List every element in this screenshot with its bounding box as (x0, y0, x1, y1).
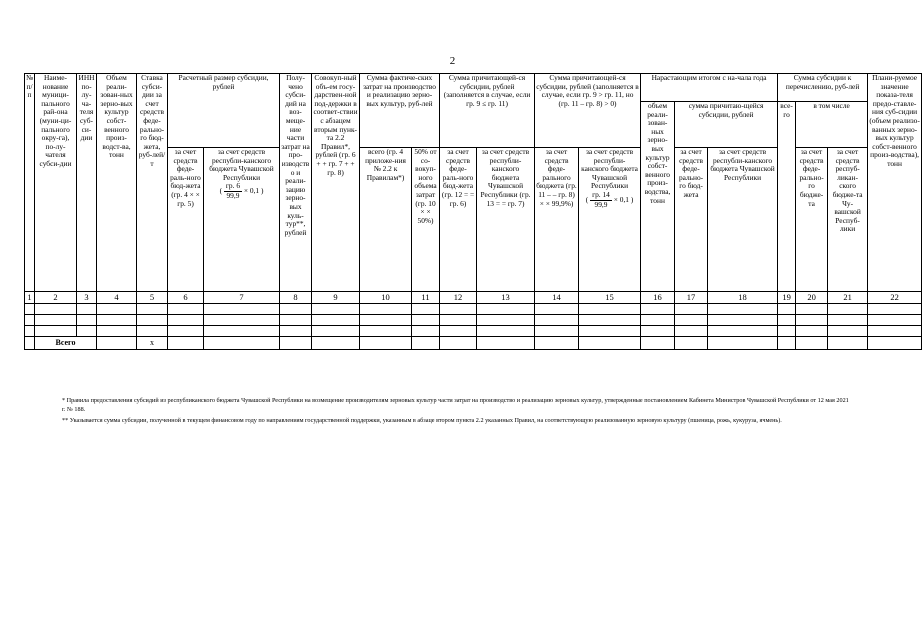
column-number: 9 (312, 292, 360, 304)
header-col-18: за счет средств республи-канского бюджета Чувашской Республики (708, 148, 778, 292)
header-col-10: всего (гр. 4 приложе-ния № 2.2 к Правилам*) (360, 148, 412, 292)
header-col-22: Плани-руемое значение показа-теля предо-ставле-ния суб-сидии (объем реализо-ванных зерно-вых культур собст-венного произ-водства), тонн (868, 74, 922, 292)
header-group-14-15: Сумма причитающей-ся субсидии, рублей (заполняется в случае, если гр. 9 > гр. 11, но (гр. 11 – гр. 8) > 0) (535, 74, 641, 148)
header-col-17: за счет средств феде-рально-го бюд-жета (675, 148, 708, 292)
column-number: 5 (137, 292, 168, 304)
column-number: 21 (828, 292, 868, 304)
table-row (25, 304, 922, 315)
column-number: 7 (204, 292, 280, 304)
header-group-12-13: Сумма причитающей-ся субсидии, рублей (заполняется в случае, если гр. 9 ≤ гр. 11) (440, 74, 535, 148)
column-number: 15 (579, 292, 641, 304)
column-number: 1 (25, 292, 35, 304)
header-col-7-post: × 0,1 ) (243, 186, 264, 196)
header-col-20: за счет средств феде-рально-го бюдже-та (796, 148, 828, 292)
header-group-6-7: Расчетный размер субсидии, рублей (168, 74, 280, 148)
header-col-15-fraction (590, 191, 612, 209)
header-group-17-18: сумма причитаю-щейся субсидии, рублей (675, 102, 778, 148)
subsidy-calculation-table (24, 73, 922, 350)
column-number: 17 (675, 292, 708, 304)
header-group-19-21: Сумма субсидии к перечислению, руб-лей (778, 74, 868, 102)
column-number: 12 (440, 292, 477, 304)
column-number: 10 (360, 292, 412, 304)
header-col-7-text: за счет средств республи-канского бюджета Чувашской Республики (209, 147, 274, 182)
column-number: 11 (412, 292, 440, 304)
total-col-5-mark: х (137, 337, 168, 350)
header-col-11: 50% от со-вокуп-ного объема затрат (гр. 10 × × 50%) (412, 148, 440, 292)
header-col-7-pre: ( (219, 186, 223, 196)
page-number: 2 (449, 55, 456, 67)
header-col-21: за счет средств респуб-ликан-ского бюдже-та Чу-вашской Респуб-лики (828, 148, 868, 292)
header-group-16-18: Нарастающим итогом с на-чала года (641, 74, 778, 102)
header-col-6: за счет средств феде-раль-ного бюд-жета (гр. 4 × × гр. 5) (168, 148, 204, 292)
header-group-10-11: Сумма фактиче-ских затрат на производство и реализацию зерно-вых культур, руб-лей (360, 74, 440, 148)
header-col-1: № п/п (25, 74, 35, 292)
header-col-16: объем реали-зован-ных зерно-вых культур собст-венного произ-водства, тонн (641, 102, 675, 292)
column-number: 6 (168, 292, 204, 304)
header-col-5: Ставка субси-дии за счет средств феде-рально-го бюд-жета, руб-лей/т (137, 74, 168, 292)
header-col-4: Объем реали-зован-ных зерно-вых культур собст-венного произ-водст-ва, тонн (97, 74, 137, 292)
header-col-12: за счет средств феде-раль-ного бюд-жета (гр. 12 = = гр. 6) (440, 148, 477, 292)
column-number: 18 (708, 292, 778, 304)
total-row (25, 337, 922, 350)
header-col-7-denominator: 99,9 (226, 190, 240, 200)
footnote-2: ** Указывается сумма субсидии, полученной в текущем финансовом году по направлениям государственной поддержки, указанным в абзаце втором пункта 2.2 указанных Правил, на соответствующую реализованную зерновую культуру (пшеница, рожь, кукуруза, ячмень). (62, 417, 782, 424)
header-col-7 (204, 148, 280, 292)
column-number: 3 (77, 292, 97, 304)
table-row (25, 315, 922, 326)
column-number: 19 (778, 292, 796, 304)
column-number: 8 (280, 292, 312, 304)
header-col-15-post: × 0,1 ) (613, 194, 634, 204)
header-col-13: за счет средств республи-канского бюджета Чувашской Республики (гр. 13 = = гр. 7) (477, 148, 535, 292)
column-number: 20 (796, 292, 828, 304)
column-number-row (25, 292, 922, 304)
header-col-19: все-го (778, 102, 796, 292)
total-label: Всего (35, 337, 97, 350)
header-col-15 (579, 148, 641, 292)
table-row (25, 326, 922, 337)
header-col-15-pre: ( (585, 194, 589, 204)
footnote-1: * Правила предоставления субсидий из республиканского бюджета Чувашской Республики на возмещение производителям зерновых культур части затрат на производство и реализацию зерновых культур, утвержденные постановлением Кабинета Министров Чувашской Республики от 12 мая 2021 г. № 188. (62, 397, 849, 413)
header-col-9: Совокуп-ный объ-ем госу-дарствен-ной под-держки в соответ-ствии с абзацем вторым пунк-та 2.2 Правил*, рублей (гр. 6 + + гр. 7 + + гр. 8) (312, 74, 360, 292)
header-col-15-denominator: 99,9 (594, 199, 608, 209)
header-col-2: Наиме-нование муници-пального рай-она (муни-ци-пального окру-га), по-лу-чателя субси-дии (35, 74, 77, 292)
header-group-20-21: в том числе (796, 102, 868, 148)
header-col-7-fraction (224, 182, 242, 200)
column-number: 14 (535, 292, 579, 304)
column-number: 13 (477, 292, 535, 304)
footnotes (62, 396, 852, 427)
column-number: 2 (35, 292, 77, 304)
header-col-15-numerator: гр. 14 (592, 189, 610, 199)
header-col-15-text: за счет средств республи-канского бюджета Чувашской Республики (581, 147, 638, 191)
column-number: 22 (868, 292, 922, 304)
header-col-8: Полу-ченo субси-дий на воз-меще-ние части затрат на про-изводство и реали-зацию зерно-вых куль-тур**, рублей (280, 74, 312, 292)
column-number: 16 (641, 292, 675, 304)
header-col-7-numerator: гр. 6 (225, 181, 241, 191)
column-number: 4 (97, 292, 137, 304)
header-col-3: ИНН по-лу-ча-теля суб-си-дии (77, 74, 97, 292)
header-col-14: за счет средств феде-рального бюджета (гр. 11 – – гр. 8) × × 99,9%) (535, 148, 579, 292)
